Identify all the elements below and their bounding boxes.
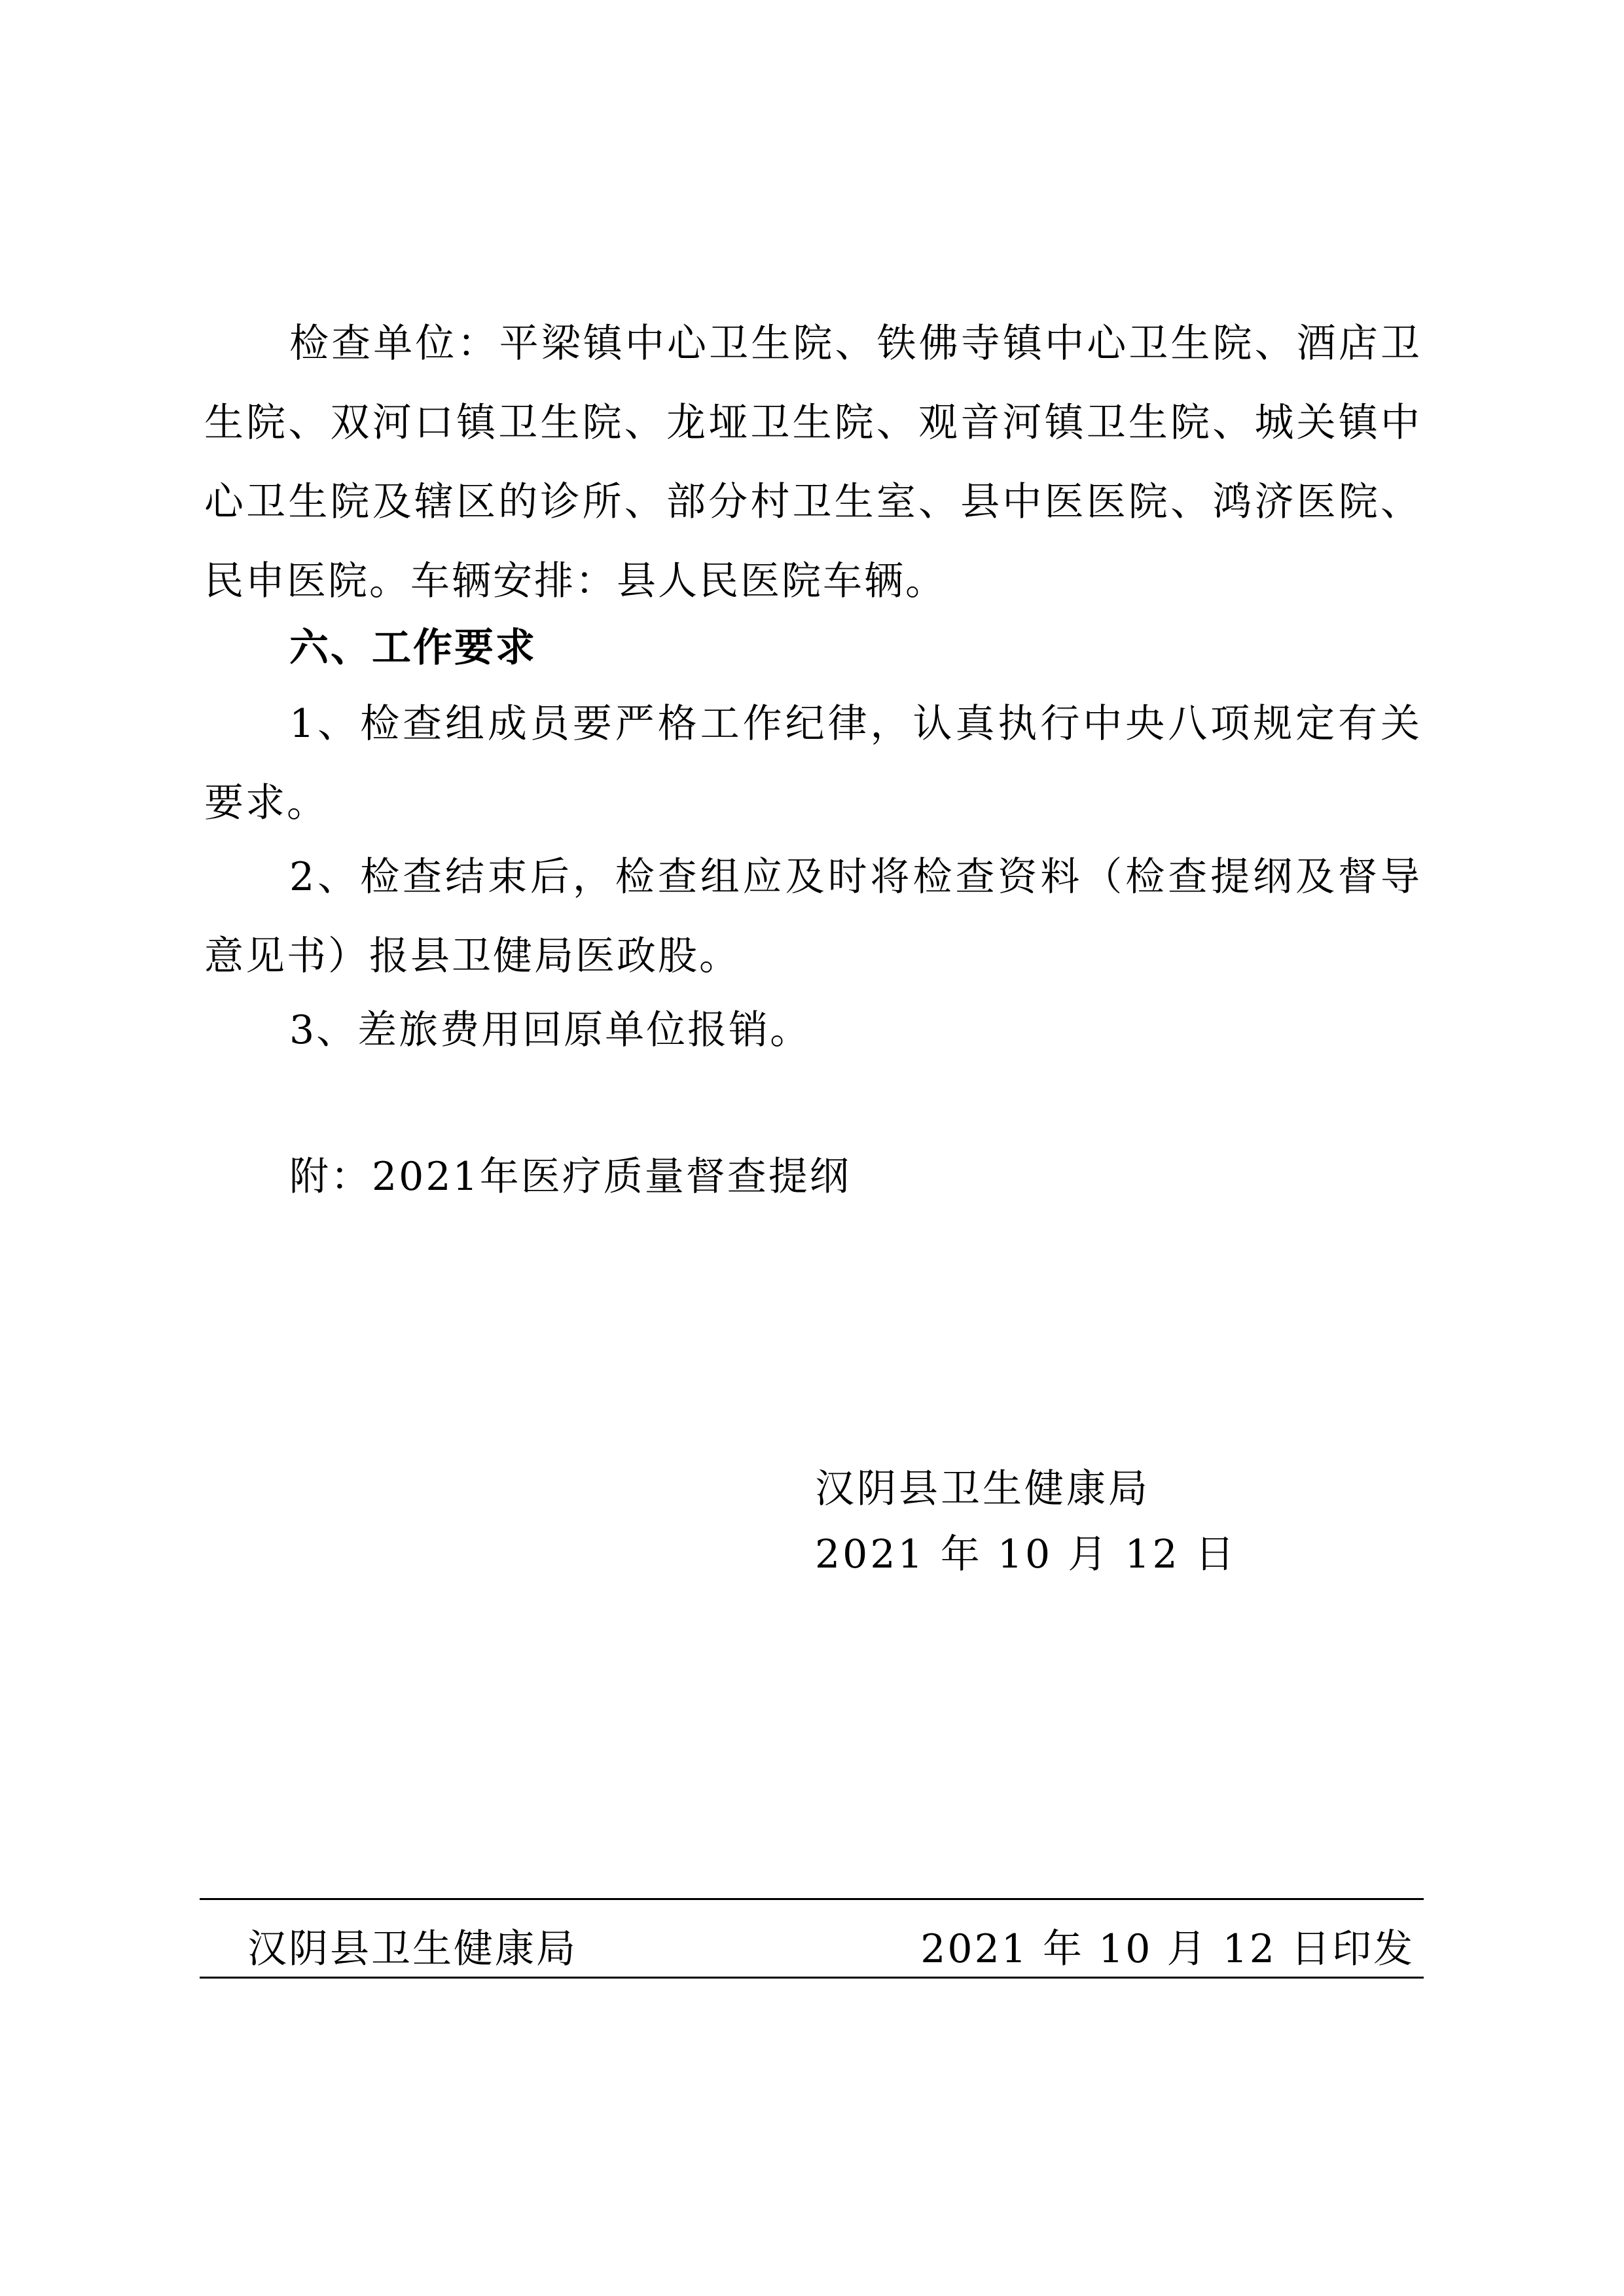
signature-date: 2021 年 10 月 12 日	[815, 1532, 1237, 1577]
footer-issuer: 汉阴县卫生健康局	[247, 1926, 577, 1972]
requirement-2-paragraph: 2、检查结束后，检查组应及时将检查资料（检查提纲及督导意见书）报县卫健局医政股。	[204, 854, 1422, 979]
requirement-1-paragraph: 1、检查组成员要严格工作纪律，认真执行中央八项规定有关要求。	[204, 701, 1422, 826]
requirement-3-paragraph: 3、差旅费用回原单位报销。	[289, 1007, 812, 1053]
footer-top-rule	[200, 1898, 1424, 1900]
signature-organization: 汉阴县卫生健康局	[815, 1466, 1150, 1512]
inspection-units-paragraph: 检查单位：平梁镇中心卫生院、铁佛寺镇中心卫生院、酒店卫生院、双河口镇卫生院、龙垭卫生院、观音河镇卫生院、城关镇中心卫生院及辖区的诊所、部分村卫生室、县中医医院、鸿济医院、民申医院。车辆安排：县人民医院车辆。	[204, 321, 1422, 604]
footer-bottom-rule	[200, 1977, 1424, 1979]
attachment-line: 附：2021年医疗质量督查提纲	[289, 1154, 851, 1200]
footer-issue-date: 2021 年 10 月 12 日印发	[920, 1926, 1415, 1972]
section-heading: 六、工作要求	[289, 625, 537, 671]
